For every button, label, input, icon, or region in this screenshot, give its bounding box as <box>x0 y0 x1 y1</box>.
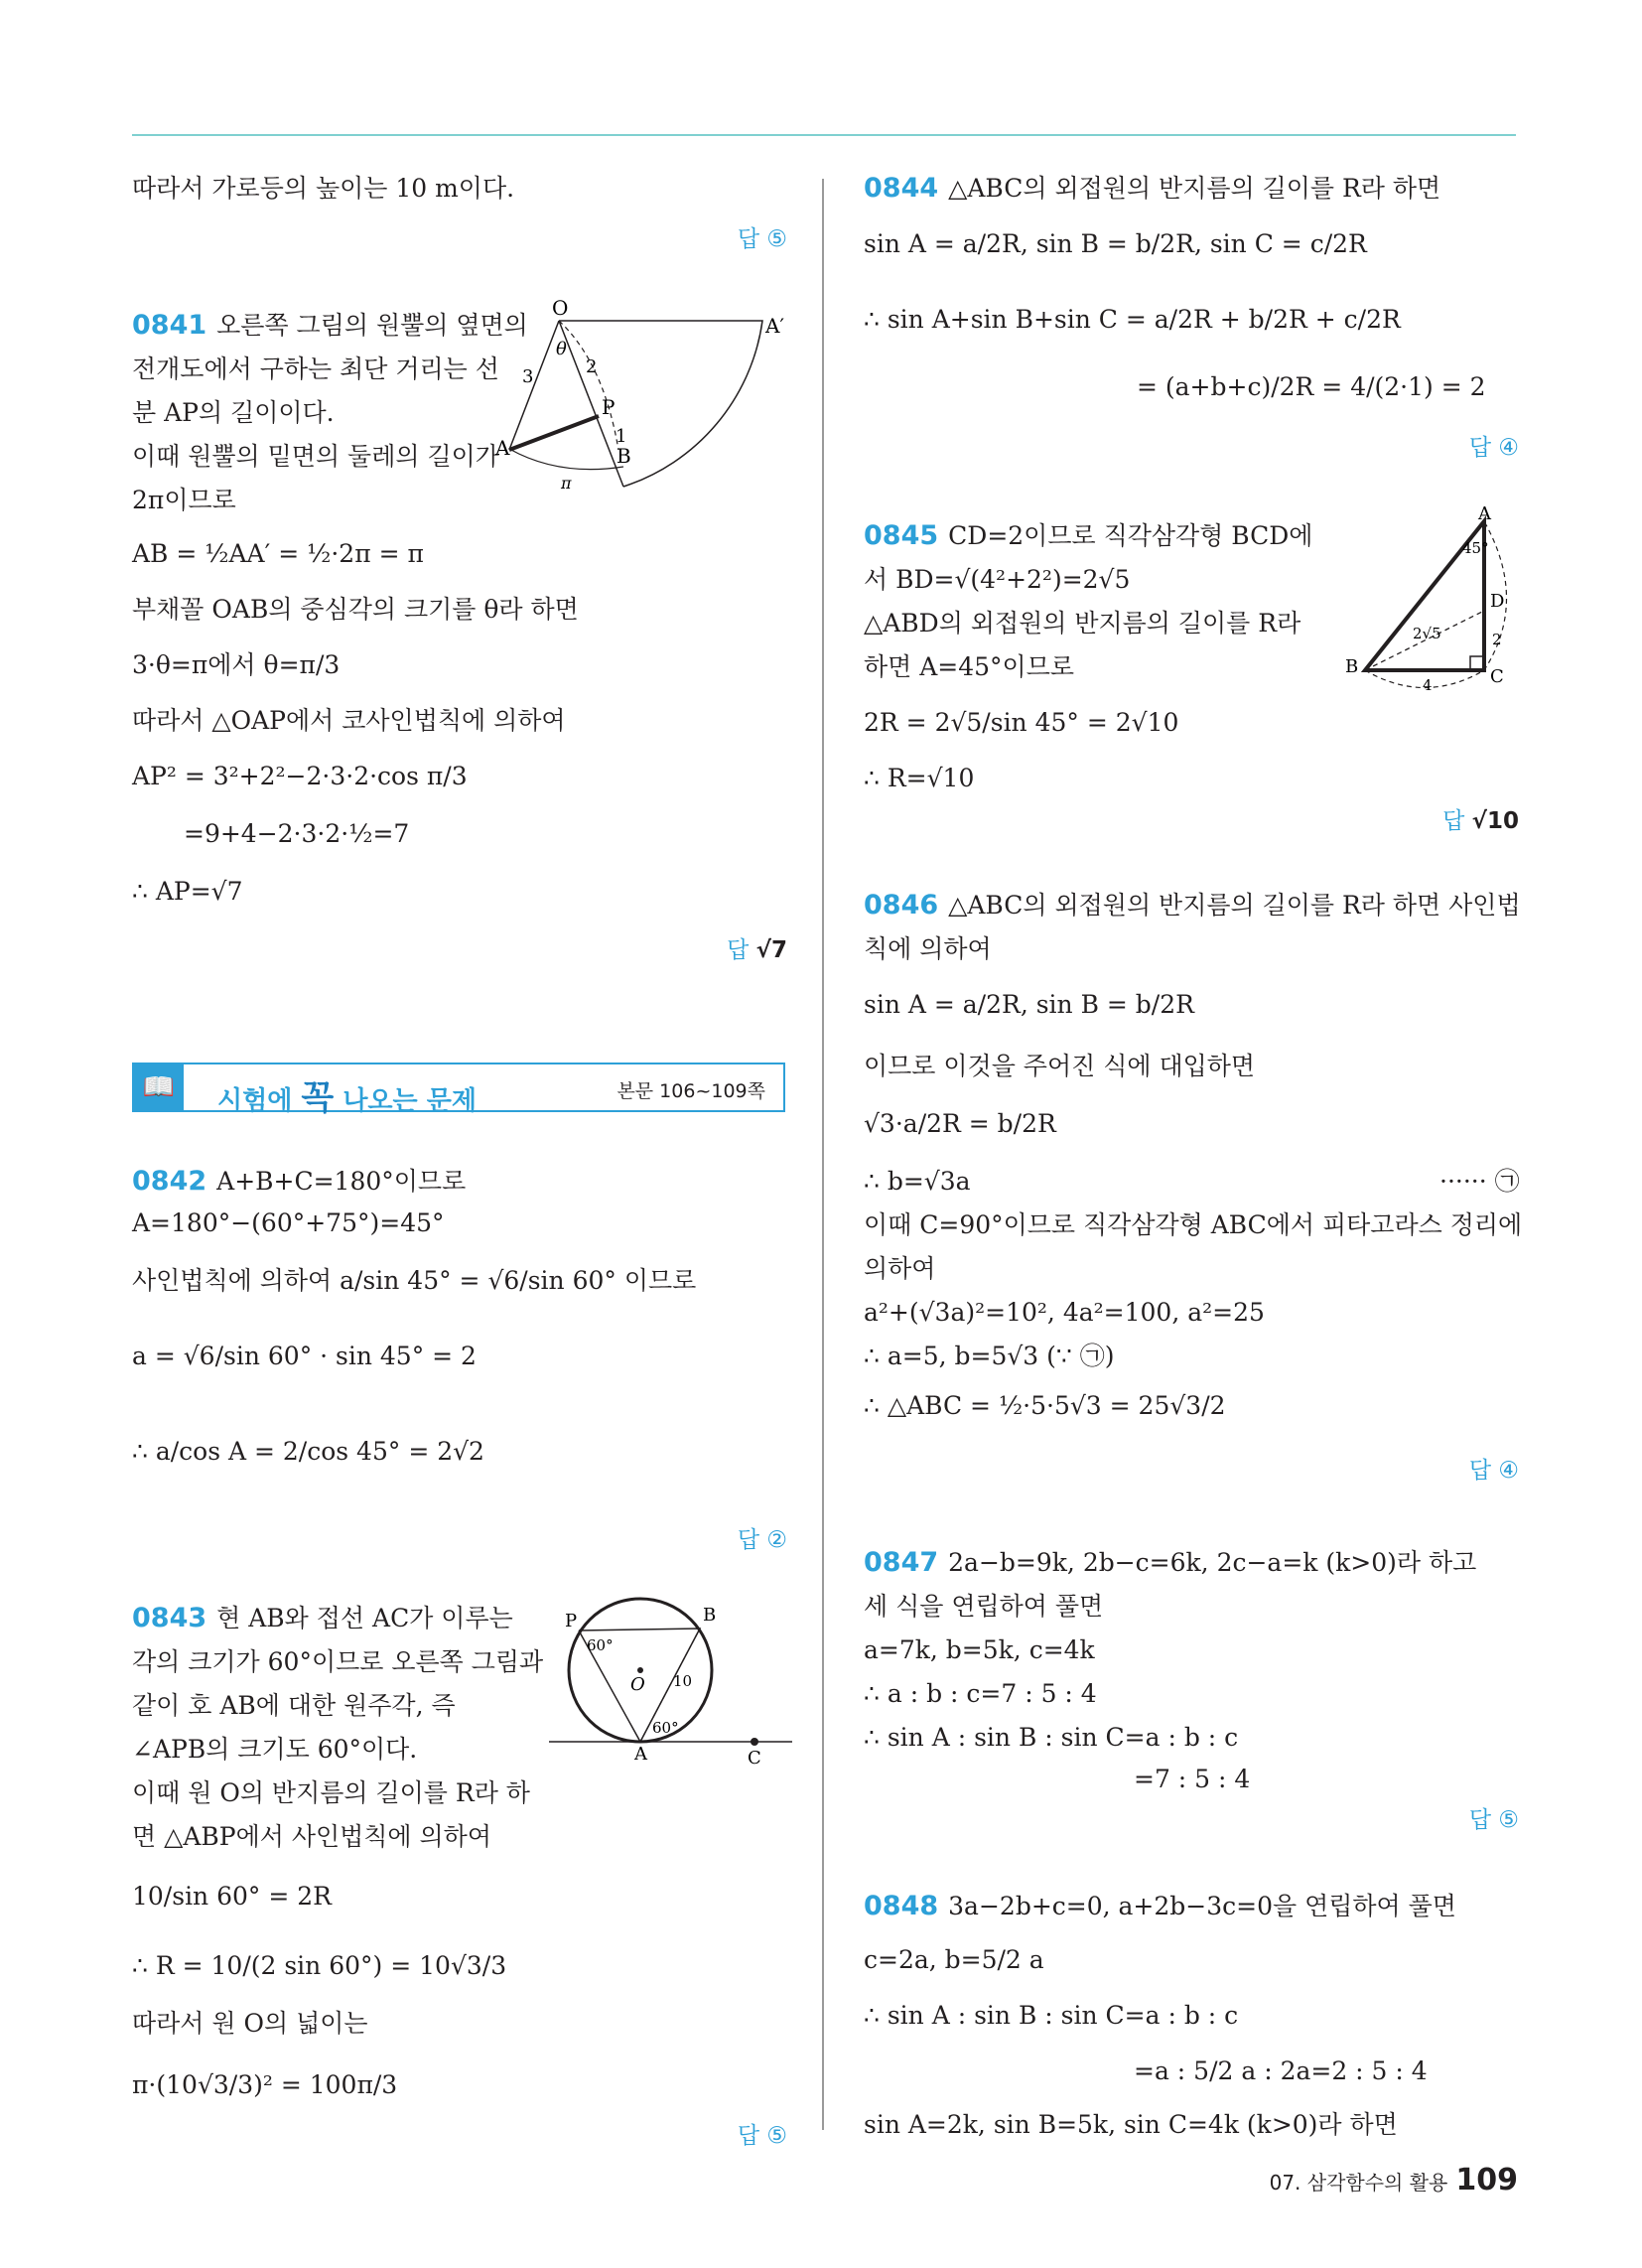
equation-theta: 3·θ=π에서 θ=π/3 <box>132 650 341 679</box>
problem-number: 0848 <box>864 1891 939 1921</box>
text-line: 2π이므로 <box>132 486 236 514</box>
banner-page-ref: 본문 106~109쪽 <box>616 1080 765 1102</box>
problem-number: 0841 <box>132 310 207 341</box>
label-cd: 2 <box>1492 631 1502 648</box>
label-d: D <box>1490 591 1505 612</box>
text-line: 의하여 <box>864 1254 936 1283</box>
label-c: C <box>1490 666 1504 687</box>
equation-line: 사인법칙에 의하여 a/sin 45° = √6/sin 60° 이므로 <box>132 1266 697 1295</box>
right-angle-mark <box>1470 656 1484 670</box>
label-2: 2 <box>586 356 598 377</box>
banner-title: 시험에 꼭 나오는 문제 <box>217 1078 477 1118</box>
equation-line: ∴ sin A : sin B : sin C=a : b : c <box>864 2001 1239 2030</box>
equation-line: ∴ R=√10 <box>864 764 975 792</box>
text-line: 면 △ABP에서 사인법칙에 의하여 <box>132 1822 491 1851</box>
label-bc: 4 <box>1423 676 1433 694</box>
label-p: P <box>565 1611 578 1631</box>
equation-line: a²+(√3a)²=10², 4a²=100, a²=25 <box>864 1298 1265 1327</box>
answer-0844: 답 ④ <box>1468 435 1519 461</box>
label-45: 45° <box>1462 539 1489 557</box>
equation-line: 10/sin 60° = 2R <box>132 1882 332 1911</box>
label-a: A <box>634 1744 647 1765</box>
label-length: 10 <box>673 1672 693 1690</box>
text-line: 이므로 이것을 주어진 식에 대입하면 <box>864 1052 1256 1080</box>
text-line: 전개도에서 구하는 최단 거리는 선 <box>132 354 499 383</box>
answer-0841: 답 √7 <box>727 937 787 963</box>
equation-line: 2R = 2√5/sin 45° = 2√10 <box>864 708 1179 737</box>
equation-line: ∴ a=5, b=5√3 (∵ ㉠) <box>864 1342 1115 1370</box>
equation-line: c=2a, b=5/2 a <box>864 1945 1044 1974</box>
text-line: 따라서 원 O의 넓이는 <box>132 2009 368 2038</box>
cone-net-figure-base <box>495 427 648 496</box>
text-line: 각의 크기가 60°이므로 오른쪽 그림과 <box>132 1647 544 1676</box>
answer-0842: 답 ② <box>737 1527 787 1553</box>
equation-line: sin A=2k, sin B=5k, sin C=4k (k>0)라 하면 <box>864 2110 1398 2139</box>
problem-number: 0846 <box>864 890 939 921</box>
text-line: 서 BD=√(4²+2²)=2√5 <box>864 565 1131 594</box>
label-a: A <box>495 436 510 460</box>
equation-ap2-cont: =9+4−2·3·2·½=7 <box>184 819 410 848</box>
text-line: 분 AP의 길이이다. <box>132 398 335 427</box>
equation-line: sin A = a/2R, sin B = b/2R, sin C = c/2R <box>864 229 1367 258</box>
equation-line: ∴ a/cos A = 2/cos 45° = 2√2 <box>132 1437 484 1466</box>
label-pi: π <box>561 474 572 493</box>
label-bd: 2√5 <box>1413 625 1441 642</box>
page-number: 109 <box>1455 2163 1518 2197</box>
label-a: A <box>1478 503 1491 524</box>
label-b: B <box>616 444 631 468</box>
text-line: 3a−2b+c=0, a+2b−3c=0을 연립하여 풀면 <box>948 1892 1456 1920</box>
text-line: 오른쪽 그림의 원뿔의 옆면의 <box>216 311 528 340</box>
equation-line: ∴ b=√3a <box>864 1167 971 1196</box>
label-b: B <box>1345 656 1359 677</box>
problem-number: 0847 <box>864 1547 939 1578</box>
circle-tangent-figure <box>549 1599 792 1769</box>
text-line: 2a−b=9k, 2b−c=6k, 2c−a=k (k>0)라 하고 <box>948 1548 1477 1577</box>
text-line: △ABD의 외접원의 반지름의 길이를 R라 <box>864 609 1301 638</box>
equation-line: a=7k, b=5k, c=4k <box>864 1635 1095 1664</box>
label-p: P <box>602 395 616 419</box>
label-o: O <box>630 1674 645 1695</box>
text-line: 이때 원 O의 반지름의 길이를 R라 하 <box>132 1778 530 1807</box>
text-line: 부채꼴 OAB의 중심각의 크기를 θ라 하면 <box>132 595 579 624</box>
intro-text: 따라서 가로등의 높이는 10 m이다. <box>132 174 515 203</box>
equation-line: √3·a/2R = b/2R <box>864 1109 1056 1138</box>
equation-line: =a : 5/2 a : 2a=2 : 5 : 4 <box>1134 2056 1428 2085</box>
problem-number: 0844 <box>864 173 939 204</box>
answer-0843: 답 ⑤ <box>737 2123 787 2149</box>
text-line: CD=2이므로 직각삼각형 BCD에 <box>948 521 1313 550</box>
equation-line: π·(10√3/3)² = 100π/3 <box>132 2070 398 2099</box>
label-1: 1 <box>616 426 627 447</box>
text-line: 현 AB와 접선 AC가 이루는 <box>216 1604 513 1632</box>
section-banner <box>132 1063 785 1118</box>
problem-number: 0845 <box>864 520 939 551</box>
equation-line: a = √6/sin 60° · sin 45° = 2 <box>132 1342 477 1370</box>
equation-line: ∴ △ABC = ½·5·5√3 = 25√3/2 <box>864 1391 1226 1420</box>
intro-answer: 답 ⑤ <box>737 226 787 252</box>
label-angle-p: 60° <box>587 1636 614 1654</box>
equation-ap2: AP² = 3²+2²−2·3·2·cos π/3 <box>132 762 468 790</box>
text-line: △ABC의 외접원의 반지름의 길이를 R라 하면 <box>948 174 1441 203</box>
equation-ap: ∴ AP=√7 <box>132 877 243 906</box>
label-a-prime: A′ <box>765 314 784 338</box>
marker: ······ ㉠ <box>1439 1167 1520 1196</box>
text-line: A+B+C=180°이므로 <box>216 1167 467 1196</box>
text-line: 하면 A=45°이므로 <box>864 652 1075 681</box>
column-divider <box>822 179 824 2130</box>
equation-line: =7 : 5 : 4 <box>1134 1765 1251 1793</box>
label-3: 3 <box>522 366 534 387</box>
equation-line: ∴ a : b : c=7 : 5 : 4 <box>864 1679 1097 1708</box>
problem-number: 0842 <box>132 1166 207 1197</box>
equation-line: = (a+b+c)/2R = 4/(2·1) = 2 <box>1137 372 1486 401</box>
text-line: 이때 C=90°이므로 직각삼각형 ABC에서 피타고라스 정리에 <box>864 1210 1523 1239</box>
text-line: ∠APB의 크기도 60°이다. <box>132 1735 418 1764</box>
problem-number: 0843 <box>132 1603 207 1633</box>
equation-line: sin A = a/2R, sin B = b/2R <box>864 990 1194 1019</box>
center-dot <box>637 1667 643 1673</box>
text-line: 이때 원뿔의 밑면의 둘레의 길이가 <box>132 442 499 471</box>
header-rule <box>132 134 1516 136</box>
point-c <box>751 1738 758 1746</box>
chapter-title: 07. 삼각함수의 활용 <box>1269 2171 1448 2195</box>
label-angle-a: 60° <box>652 1719 679 1737</box>
label-c: C <box>748 1748 761 1769</box>
label-o: O <box>552 296 569 320</box>
page-footer <box>1270 2163 1518 2197</box>
text-line: 칙에 의하여 <box>864 934 992 963</box>
answer-0847: 답 ⑤ <box>1468 1807 1519 1833</box>
answer-0845: 답 √10 <box>1442 808 1519 834</box>
triangle-figure <box>1315 503 1524 700</box>
label-theta: θ <box>556 339 567 359</box>
text-line: 세 식을 연립하여 풀면 <box>864 1592 1104 1621</box>
text-line: A=180°−(60°+75°)=45° <box>132 1208 445 1237</box>
equation-line: ∴ sin A : sin B : sin C=a : b : c <box>864 1723 1239 1752</box>
equation-arc: AB = ½AA′ = ½·2π = π <box>132 539 424 568</box>
text-line: 같이 호 AB에 대한 원주각, 즉 <box>132 1691 456 1720</box>
text-line: △ABC의 외접원의 반지름의 길이를 R라 하면 사인법 <box>948 891 1521 920</box>
answer-0846: 답 ④ <box>1468 1458 1519 1484</box>
equation-line: ∴ sin A+sin B+sin C = a/2R + b/2R + c/2R <box>864 305 1401 334</box>
text-line: 따라서 △OAP에서 코사인법칙에 의하여 <box>132 706 566 735</box>
label-b: B <box>703 1605 717 1626</box>
book-icon: 📖 <box>134 1064 184 1110</box>
base-arc <box>509 449 623 470</box>
equation-line: ∴ R = 10/(2 sin 60°) = 10√3/3 <box>132 1951 507 1980</box>
